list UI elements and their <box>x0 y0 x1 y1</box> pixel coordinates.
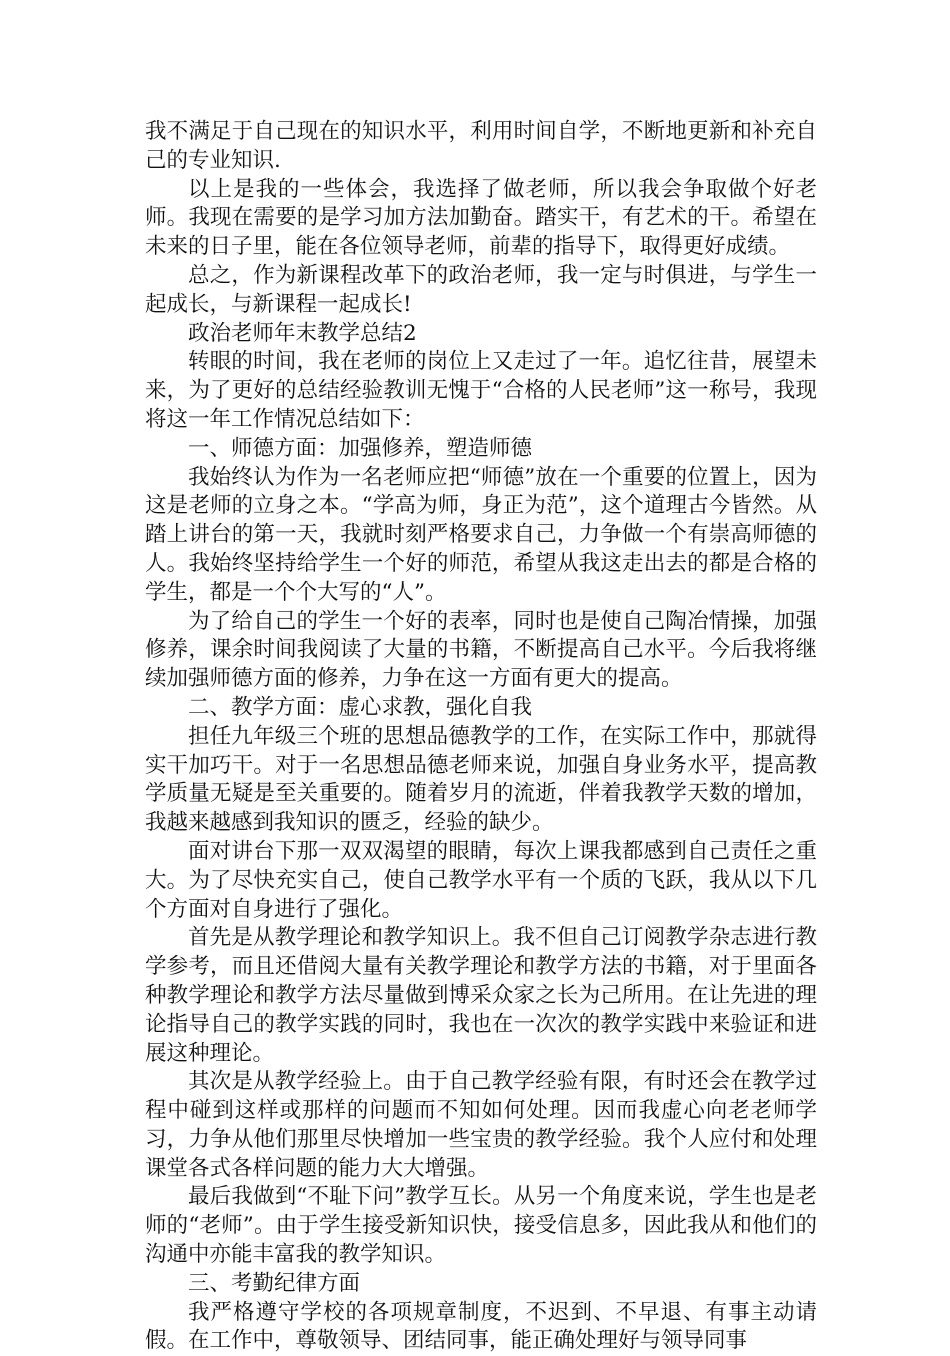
section-heading: 一、师德方面：加强修养，塑造师德 <box>188 435 533 461</box>
paragraph: 最后我做到“不耻下问”教学互长。从另一个角度来说，学生也是老师的“老师”。由于学生接受新知识快，接受信息多，因此我从和他们的沟通中亦能丰富我的教学知识。 <box>145 1184 817 1268</box>
paragraph: 面对讲台下那一双双渴望的眼睛，每次上课我都感到自己责任之重大。为了尽快充实自己，使自己教学水平有一个质的飞跃，我从以下几个方面对自身进行了强化。 <box>145 838 817 922</box>
section-heading: 三、考勤纪律方面 <box>188 1270 361 1296</box>
paragraph: 首先是从教学理论和教学知识上。我不但自己订阅教学杂志进行教学参考，而且还借阅大量有关教学理论和教学方法的书籍，对于里面各种教学理论和教学方法尽量做到博采众家之长为己所用。在让先进的理论指导自己的教学实践的同时，我也在一次次的教学实践中来验证和进展这种理论。 <box>145 925 817 1066</box>
paragraph: 我严格遵守学校的各项规章制度，不迟到、不早退、有事主动请假。在工作中，尊敬领导、团结同事，能正确处理好与领导同事 <box>145 1299 817 1354</box>
document-body <box>145 118 817 1356</box>
paragraph: 以上是我的一些体会，我选择了做老师，所以我会争取做个好老师。我现在需要的是学习加方法加勤奋。踏实干，有艺术的干。希望在未来的日子里，能在各位领导老师，前辈的指导下，取得更好成绩。 <box>145 176 817 260</box>
paragraph: 担任九年级三个班的思想品德教学的工作，在实际工作中，那就得实干加巧干。对于一名思想品德老师来说，加强自身业务水平，提高教学质量无疑是至关重要的。随着岁月的流逝，伴着我教学天数的增加，我越来越感到我知识的匮乏，经验的缺少。 <box>145 723 817 836</box>
section-heading: 二、教学方面：虚心求教，强化自我 <box>188 694 533 720</box>
paragraph: 转眼的时间，我在老师的岗位上又走过了一年。追忆往昔，展望未来，为了更好的总结经验教训无愧于“合格的人民老师”这一称号，我现将这一年工作情况总结如下： <box>145 349 817 432</box>
paragraph: 总之，作为新课程改革下的政治老师，我一定与时俱进，与学生一起成长，与新课程一起成长! <box>145 262 817 317</box>
paragraph: 我始终认为作为一名老师应把“师德”放在一个重要的位置上，因为这是老师的立身之本。“学高为师，身正为范”，这个道理古今皆然。从踏上讲台的第一天，我就时刻严格要求自己，力争做一个有崇高师德的人。我始终坚持给学生一个好的师范，希望从我这走出去的都是合格的学生，都是一个个大写的“人”。 <box>145 464 817 605</box>
paragraph: 为了给自己的学生一个好的表率，同时也是使自己陶冶情操，加强修养，课余时间我阅读了大量的书籍，不断提高自己水平。今后我将继续加强师德方面的修养，力争在这一方面有更大的提高。 <box>145 608 817 692</box>
paragraph: 其次是从教学经验上。由于自己教学经验有限，有时还会在教学过程中碰到这样或那样的问题而不知如何处理。因而我虚心向老老师学习，力争从他们那里尽快增加一些宝贵的教学经验。我个人应付和处理课堂各式各样问题的能力大大增强。 <box>145 1069 817 1181</box>
paragraph: 我不满足于自己现在的知识水平，利用时间自学，不断地更新和补充自己的专业知识. <box>145 119 817 173</box>
section-title: 政治老师年末教学总结2 <box>188 320 417 346</box>
